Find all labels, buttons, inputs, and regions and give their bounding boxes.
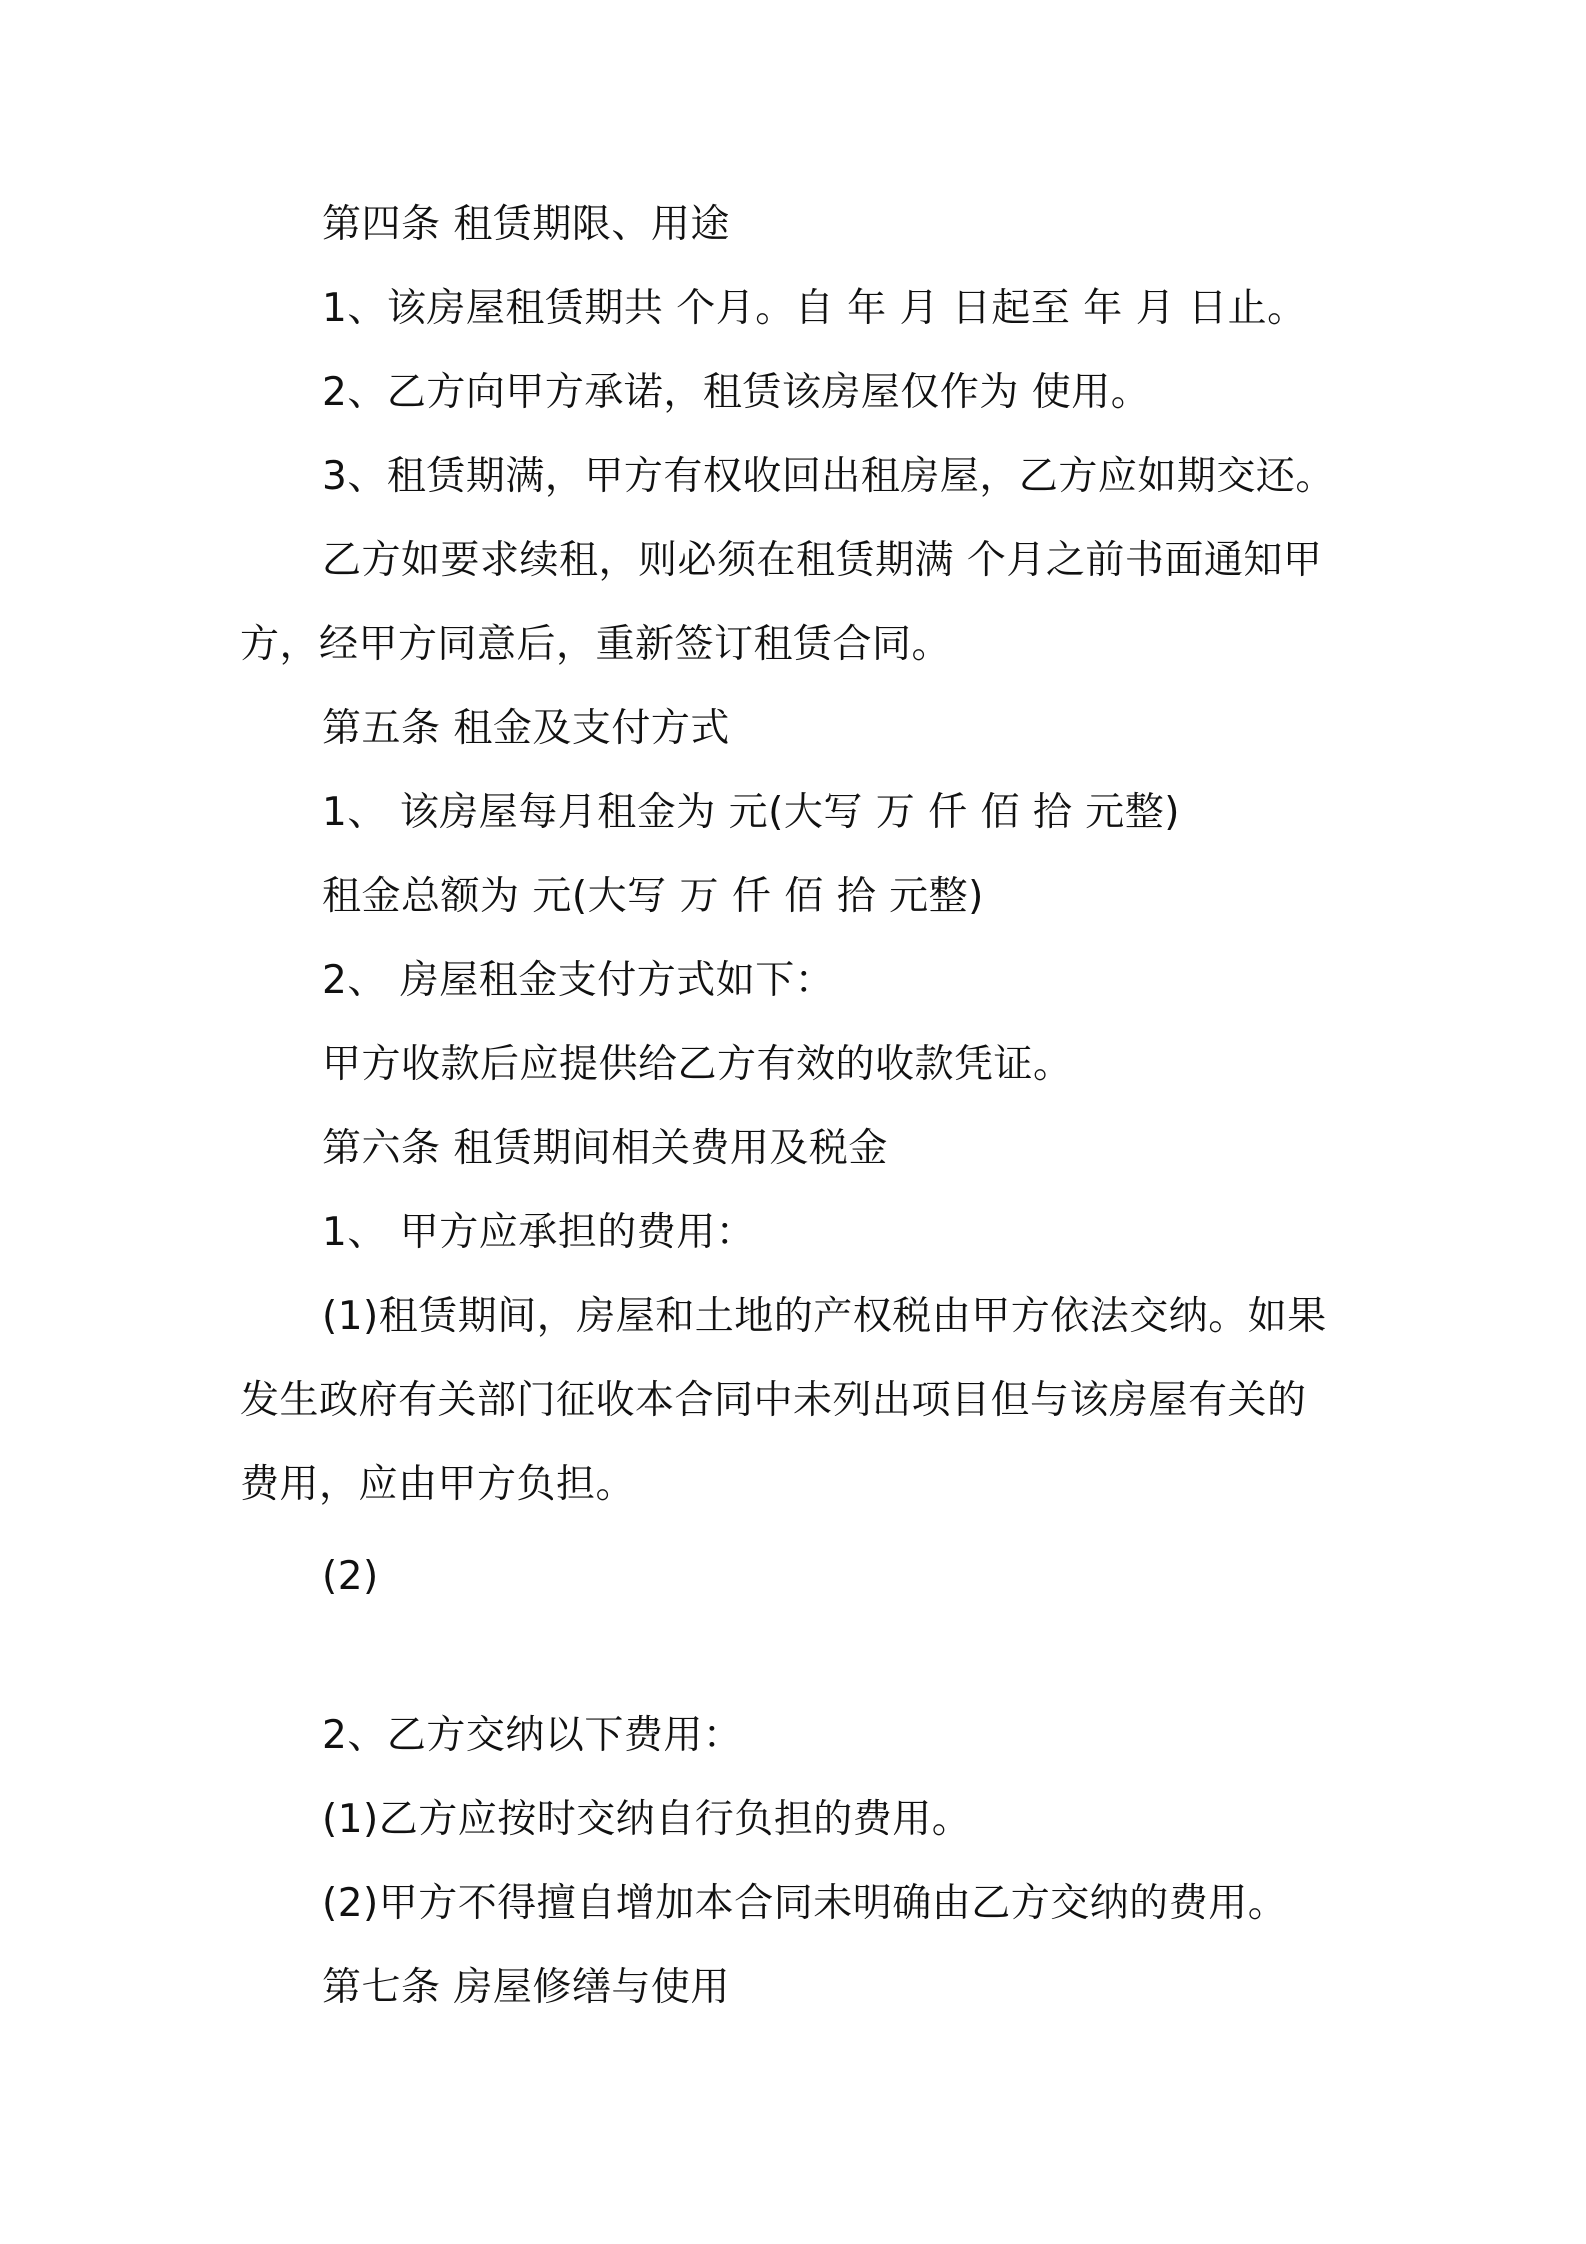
article-6-item-1-line-1: (1)租赁期间，房屋和土地的产权税由甲方依法交纳。如果 (322, 1294, 1327, 1339)
article-6-clause-2-item-2: (2)甲方不得擅自增加本合同未明确由乙方交纳的费用。 (322, 1881, 1288, 1926)
article-6-heading: 第六条 租赁期间相关费用及税金 (322, 1126, 888, 1171)
article-5-clause-1: 1、 该房屋每月租金为 元(大写 万 仟 佰 拾 元整) (322, 790, 1181, 835)
article-6-clause-2: 2、乙方交纳以下费用： (322, 1713, 743, 1758)
article-6-item-2: (2) (322, 1554, 379, 1599)
article-6-clause-2-item-1: (1)乙方应按时交纳自行负担的费用。 (322, 1797, 972, 1842)
article-4-renewal-line-2: 方，经甲方同意后，重新签订租赁合同。 (240, 622, 952, 667)
article-4-clause-2: 2、乙方向甲方承诺，租赁该房屋仅作为 使用。 (322, 370, 1151, 415)
article-6-clause-1: 1、 甲方应承担的费用： (322, 1210, 756, 1255)
article-4-clause-1: 1、该房屋租赁期共 个月。自 年 月 日起至 年 月 日止。 (322, 286, 1307, 331)
article-5-heading: 第五条 租金及支付方式 (322, 706, 730, 751)
article-7-heading: 第七条 房屋修缮与使用 (322, 1965, 730, 2010)
article-5-clause-2: 2、 房屋租金支付方式如下： (322, 958, 835, 1003)
article-4-renewal-line-1: 乙方如要求续租，则必须在租赁期满 个月之前书面通知甲 (322, 538, 1323, 583)
article-4-clause-3: 3、租赁期满，甲方有权收回出租房屋，乙方应如期交还。 (322, 454, 1335, 499)
article-6-item-1-line-3: 费用，应由甲方负担。 (240, 1462, 636, 1507)
article-6-item-1-line-2: 发生政府有关部门征收本合同中未列出项目但与该房屋有关的 (240, 1378, 1307, 1423)
article-5-receipt: 甲方收款后应提供给乙方有效的收款凭证。 (322, 1042, 1073, 1087)
article-4-heading: 第四条 租赁期限、用途 (322, 202, 730, 247)
article-5-total-rent: 租金总额为 元(大写 万 仟 佰 拾 元整) (322, 874, 984, 919)
